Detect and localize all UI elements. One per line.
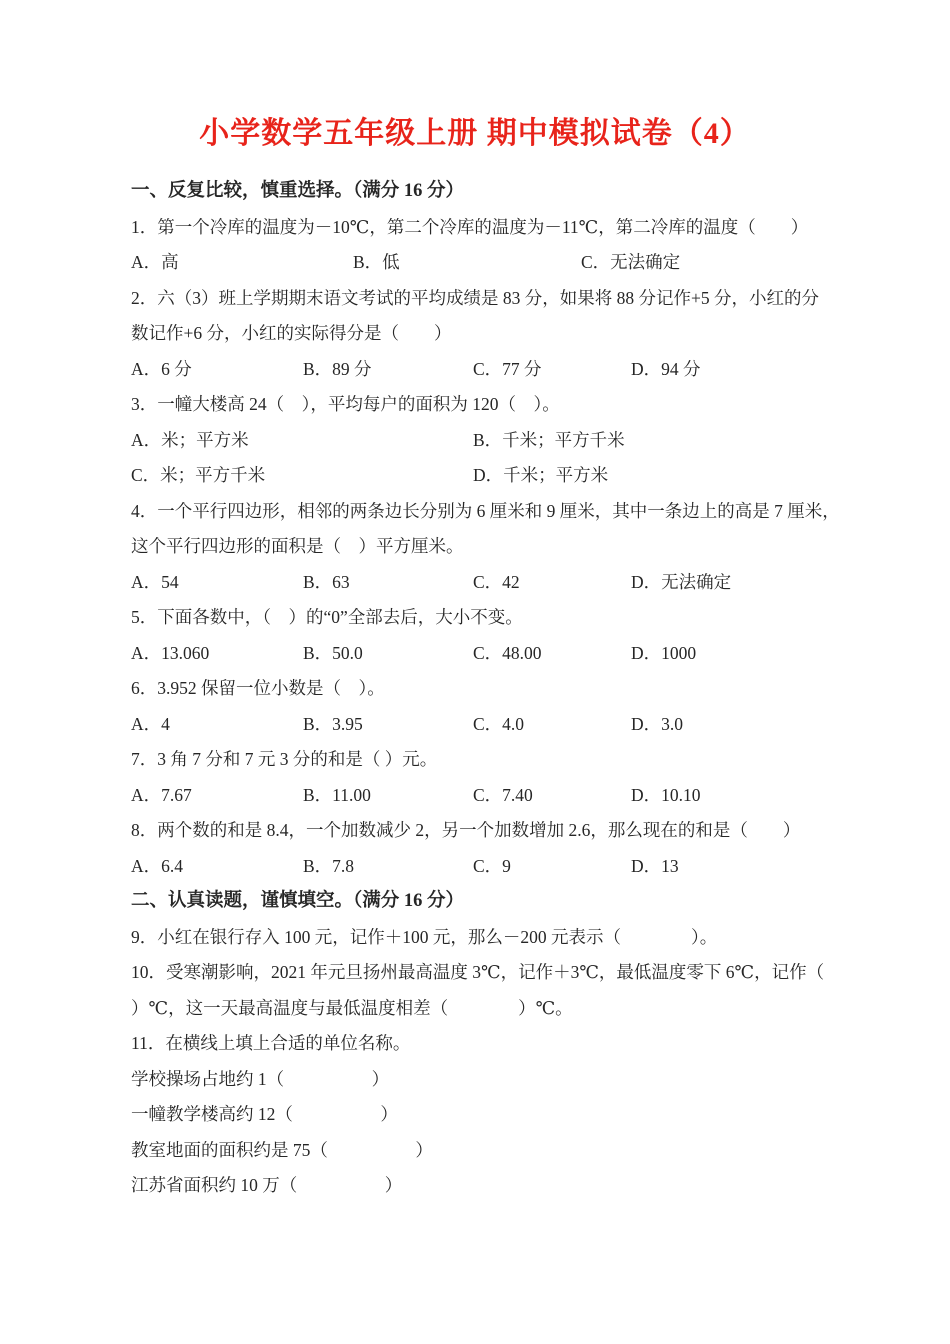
option: D．3.0 bbox=[631, 713, 684, 734]
question-1-options bbox=[131, 245, 930, 281]
option: C．无法确定 bbox=[581, 252, 681, 272]
question-9-text: 9．小红在银行存入 100 元，记作＋100 元，那么－200 元表示（ ）。 bbox=[131, 926, 718, 947]
option: A．高 bbox=[131, 252, 179, 272]
question-6-text: 6．3.952 保留一位小数是（ ）。 bbox=[131, 678, 385, 698]
question-8-options bbox=[131, 849, 930, 885]
option: C．7.40 bbox=[473, 784, 533, 805]
question-11-blank-line-3: 教室地面的面积约是 75（ ） bbox=[131, 1139, 433, 1160]
question-11-blank-line-4: 江苏省面积约 10 万（ ） bbox=[131, 1175, 403, 1195]
question-4-options bbox=[131, 565, 930, 601]
question-2-options bbox=[131, 352, 930, 388]
question-3-text: 3．一幢大楼高 24（ ），平均每户的面积为 120（ ）。 bbox=[131, 394, 560, 414]
option: B．11.00 bbox=[303, 784, 371, 805]
question-3-options-row-1 bbox=[131, 423, 930, 459]
option: B．千米；平方千米 bbox=[473, 429, 625, 450]
option: C．9 bbox=[473, 855, 511, 876]
option: A．13.060 bbox=[131, 642, 210, 663]
option: D．无法确定 bbox=[631, 571, 732, 592]
option: D．13 bbox=[631, 855, 679, 876]
option: C．4.0 bbox=[473, 713, 525, 734]
option: A．6 分 bbox=[131, 358, 192, 379]
option: D．94 分 bbox=[631, 358, 701, 379]
question-2-text-line-1: 2．六（3）班上学期期末语文考试的平均成绩是 83 分，如果将 88 分记作+5 分，小红的分 bbox=[131, 287, 819, 308]
question-7-text: 7．3 角 7 分和 7 元 3 分的和是（ ）元。 bbox=[131, 749, 438, 769]
exam-content bbox=[131, 174, 930, 1204]
section-2-heading: 二、认真读题，谨慎填空。（满分 16 分） bbox=[131, 891, 465, 911]
question-10-text-line-1: 10．受寒潮影响，2021 年元旦扬州最高温度 3℃，记作＋3℃，最低温度零下 6℃，记作（ bbox=[131, 962, 825, 982]
option: A．6.4 bbox=[131, 855, 184, 876]
section-1-heading: 一、反复比较，慎重选择。（满分 16 分） bbox=[131, 181, 465, 201]
question-10-text-line-2: ）℃，这一天最高温度与最低温度相差（ ）℃。 bbox=[131, 997, 573, 1018]
question-4-text-line-1: 4．一个平行四边形，相邻的两条边长分别为 6 厘米和 9 厘米，其中一条边上的高是 7 厘米， bbox=[131, 500, 840, 521]
question-1-text: 1．第一个冷库的温度为－10℃，第二个冷库的温度为－11℃，第二冷库的温度（ ） bbox=[131, 216, 809, 237]
option: D．千米；平方米 bbox=[473, 465, 609, 485]
option: B．3.95 bbox=[303, 713, 363, 734]
option: B．89 分 bbox=[303, 358, 372, 379]
question-4-text-line-2: 这个平行四边形的面积是（ ）平方厘米。 bbox=[131, 536, 464, 556]
option: C．77 分 bbox=[473, 358, 542, 379]
question-3-options-row-2 bbox=[131, 458, 930, 494]
option: A．4 bbox=[131, 713, 170, 734]
question-11-blank-line-1: 学校操场占地约 1（ ） bbox=[131, 1068, 390, 1089]
option: A．米；平方米 bbox=[131, 429, 249, 450]
option: D．10.10 bbox=[631, 784, 701, 805]
question-2-text-line-2: 数记作+6 分，小红的实际得分是（ ） bbox=[131, 323, 452, 343]
question-5-text: 5．下面各数中，（ ）的“0”全部去后，大小不变。 bbox=[131, 607, 523, 627]
option: C．42 bbox=[473, 571, 520, 592]
question-5-options bbox=[131, 636, 930, 672]
option: B．低 bbox=[353, 252, 400, 272]
option: C．米；平方千米 bbox=[131, 465, 266, 485]
option: A．54 bbox=[131, 571, 179, 592]
option: B．50.0 bbox=[303, 642, 363, 663]
question-11-text: 11．在横线上填上合适的单位名称。 bbox=[131, 1033, 411, 1053]
option: B．7.8 bbox=[303, 855, 355, 876]
option: C．48.00 bbox=[473, 642, 542, 663]
question-11-blank-line-2: 一幢教学楼高约 12（ ） bbox=[131, 1104, 398, 1124]
page-title: 小学数学五年级上册 期中模拟试卷（4） bbox=[199, 117, 751, 150]
option: B．63 bbox=[303, 571, 350, 592]
question-7-options bbox=[131, 778, 930, 814]
question-6-options bbox=[131, 707, 930, 743]
option: D．1000 bbox=[631, 642, 697, 663]
option: A．7.67 bbox=[131, 784, 192, 805]
question-8-text: 8．两个数的和是 8.4，一个加数减少 2，另一个加数增加 2.6，那么现在的和是（ ） bbox=[131, 820, 801, 840]
